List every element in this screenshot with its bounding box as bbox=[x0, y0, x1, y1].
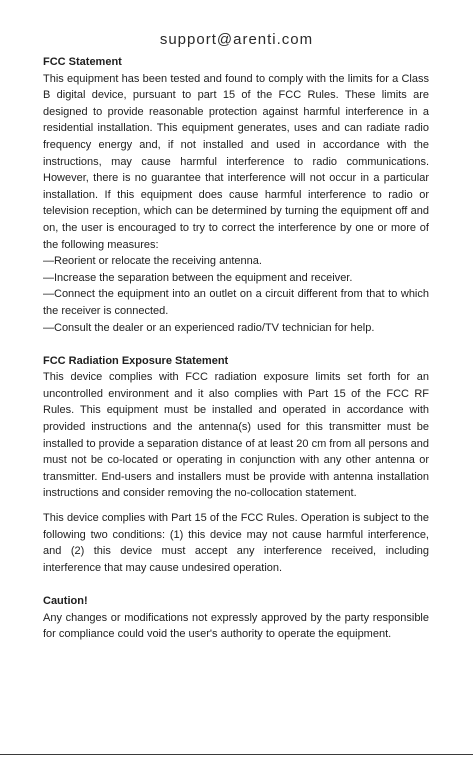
measure-item: —Reorient or relocate the receiving antenna. bbox=[43, 255, 262, 268]
caution-body: Any changes or modifications not expressly approved by the party responsible for compliance could void the user's authority to operate the equipment. bbox=[43, 611, 429, 641]
measure-item: —Increase the separation between the equipment and receiver. bbox=[43, 271, 353, 284]
fcc-statement-heading: FCC Statement bbox=[43, 56, 122, 68]
section-spacer bbox=[43, 576, 429, 593]
measure-item: —Connect the equipment into an outlet on a circuit different from that to which the receiver is connected. bbox=[43, 288, 429, 317]
fcc-radiation-body: This device complies with FCC radiation exposure limits set forth for an uncontrolled environment and it also complies with Part 15 of the FCC RF Rules. This equipment must be installed and operated in accordance with provided instructions and the antenna(s) used for this transmitter must be installed to provide a separation distance of at least 20 cm from all persons and must not be co-located or operating in conjunction with any other antenna or transmitter. End-users and installers must be provide with antenna installation instructions and consider removing the no-collocation statement. bbox=[43, 371, 429, 500]
measure-item: —Consult the dealer or an experienced radio/TV technician for help. bbox=[43, 321, 375, 334]
fcc-radiation-heading: FCC Radiation Exposure Statement bbox=[43, 354, 229, 367]
caution-heading: Caution! bbox=[43, 595, 88, 607]
part15-conditions: This device complies with Part 15 of the FCC Rules. Operation is subject to the following two conditions: (1) this device may not cause harmful interference, and (2) this device must accept any interference received, including interference that may cause undesired operation. bbox=[43, 512, 429, 574]
paragraph-spacer bbox=[43, 502, 429, 510]
support-email: support@arenti.com bbox=[159, 31, 314, 48]
fcc-statement-body: This equipment has been tested and found to comply with the limits for a Class B digital device, pursuant to part 15 of the FCC Rules. These limits are designed to provide reasonable protection against harmful interference in a residential installation. This equipment generates, uses and can radiate radio frequency energy and, if not installed and used in accordance with the instructions, may cause harmful interference to radio communications. However, there is no guarantee that interference will not occur in a particular installation. If this equipment does cause harmful interference to radio or television reception, which can be determined by turning the equipment off and on, the user is encouraged to try to correct the interference by one or more of the following measures: bbox=[43, 72, 429, 251]
document-content bbox=[43, 54, 429, 643]
bottom-divider bbox=[0, 754, 473, 755]
section-spacer bbox=[43, 336, 429, 353]
